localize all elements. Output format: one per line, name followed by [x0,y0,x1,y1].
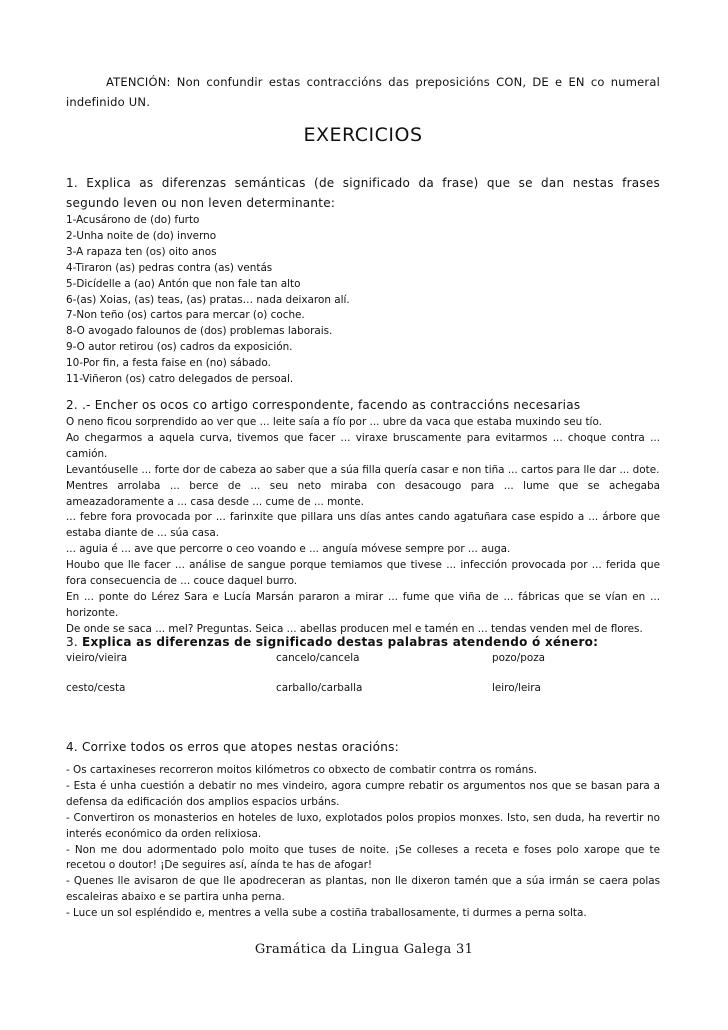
list-item: 5-Dicídelle a (ao) Antón que non fale tan alto [66,277,301,290]
word-pairs [66,652,660,712]
list-item: 9-O autor retirou (os) cadros da exposición. [66,341,293,354]
word-pair: carballo/carballa [276,682,363,694]
exercise-3 [66,632,660,652]
word-pair-row [66,652,660,682]
list-item: 4-Tiraron (as) pedras contra (as) ventás [66,261,273,274]
list-item: 8-O avogado falounos de (dos) problemas laborais. [66,325,333,338]
list-item: 11-Viñeron (os) catro delegados de persoal. [66,373,294,386]
exercise-2-sentence: De onde se saca ... mel? Preguntas. Seica ... abellas producen mel e tamén en ... tendas venden mel de flores. [66,622,643,635]
exercise-4-sentence: - Convertiron os monasterios en hoteles de luxo, explotados polos propios monxes. Isto, sen duda, ha revertir no interés económico da orden relixiosa. [66,811,660,840]
exercise-4-sentence: - Luce un sol espléndido e, mentres a vella sube a costiña traballosamente, ti durmes a perna soltа. [66,907,587,920]
exercise-3-heading [66,632,660,652]
exercise-2-sentence: O neno ficou sorprendido ao ver que ... leite saía a fío por ... ubre da vaca que estaba muxindo seu tío. [66,416,602,428]
exercise-1 [66,173,660,388]
list-item: 7-Non teño (os) cartos para mercar (o) coche. [66,309,305,322]
word-pair: cancelo/cancela [276,652,360,664]
exercise-2 [66,395,660,638]
exercise-2-sentence: En ... ponte do Lérez Sara e Lucía Marsán pararon a mirar ... fume que viña de ... fábricas que se vían en ... horizonte. [66,590,660,619]
exercise-3-title: Explica as diferenzas de significado destas palabras atendendo ó xénero: [82,635,599,649]
list-item: 10-Por fin, a festa faise en (no) sábado. [66,357,271,370]
list-item: 6-(as) Xoias, (as) teas, (as) pratas… nada deixaron alí. [66,293,350,306]
exercise-2-sentence: Houbo que lle facer ... análise de sangue porque temiamos que tivese ... infección provocada por ... ferida que fora consecuencia de ... couce daquel burro. [66,559,660,588]
exercise-2-heading: 2. .- Encher os ocos co artigo correspondente, facendo as contraccións necesarias [66,398,581,412]
exercise-1-heading: 1. Explica as diferenzas semánticas (de significado da frase) que se dan nestas frases segundo leven ou non leven determinante: [66,176,660,210]
word-pair: cesto/cesta [66,682,126,694]
list-item: 2-Unha noite de (do) inverno [66,229,217,242]
exercise-2-sentence: Mentres arrolaba ... berce de ... seu neto miraba con desacougo para ... lume que se achegaba ameazadoramente a ... casa desde ... cume de ... monte. [66,479,660,508]
list-item: 3-A rapaza ten (os) oito anos [66,245,217,258]
word-pair: pozo/poza [492,652,546,664]
word-pair: leiro/leira [492,682,541,694]
page-footer: Gramática da Lingua Galega 31 [254,942,474,957]
exercise-2-sentence: ... febre fora provocada por ... farinxite que pillara uns días antes cando agatuñara case espido a ... árbore que estaba diante de ... súa casa. [66,511,660,540]
exercise-4-sentence: - Quenes lle avisaron de que lle apodreceran as plantas, non lle dixeron tamén que a súa irmán se caera polas escaleiras abaixo e se partira unha perna. [66,875,660,904]
exercise-2-sentence: ... aguia é ... ave que percorre o ceo voando e ... anguía móvese sempre por ... auga. [66,543,511,556]
word-pair-row [66,682,660,712]
exercise-4-sentence: - Esta é unha cuestión a debatir no mes vindeiro, agora cumpre rebatir os argumentos nos que se basan para a defensa da edificación dos amplios espacios urbáns. [66,779,660,808]
exercise-4-sentence: - Os cartaxineses recorreron moitos kilómetros co obxecto de combatir contrra os románs. [66,764,537,776]
exercise-2-sentence: Levantóuselle ... forte dor de cabeza ao saber que a súa filla quería casar e non tiña ... cartos para lle dar ... dote. [66,463,660,476]
exercise-2-sentence: Ao chegarmos a aquela curva, tivemos que facer ... viraxe bruscamente para evitarmos ... choque contra ... camión. [66,431,660,460]
exercise-4 [66,737,660,922]
word-pair: vieiro/vieira [66,652,128,664]
exercise-3-number: 3. [66,635,78,649]
exercises-title: EXERCICIOS [303,124,423,146]
exercise-4-sentence: - Non me dou adormentado polo moito que tuses de noite. ¡Se colleses a receta e foses polo xarope que te recetou o doutor! ¡De seguires así, aínda te has de afogar! [66,843,660,872]
attention-note: ATENCIÓN: Non confundir estas contraccións das preposicións CON, DE e EN co numeral indefinido UN. [66,75,660,109]
exercise-4-heading: 4. Corrixe todos os erros que atopes nestas oracións: [66,740,399,754]
list-item: 1-Acusárono de (do) furto [66,214,200,226]
